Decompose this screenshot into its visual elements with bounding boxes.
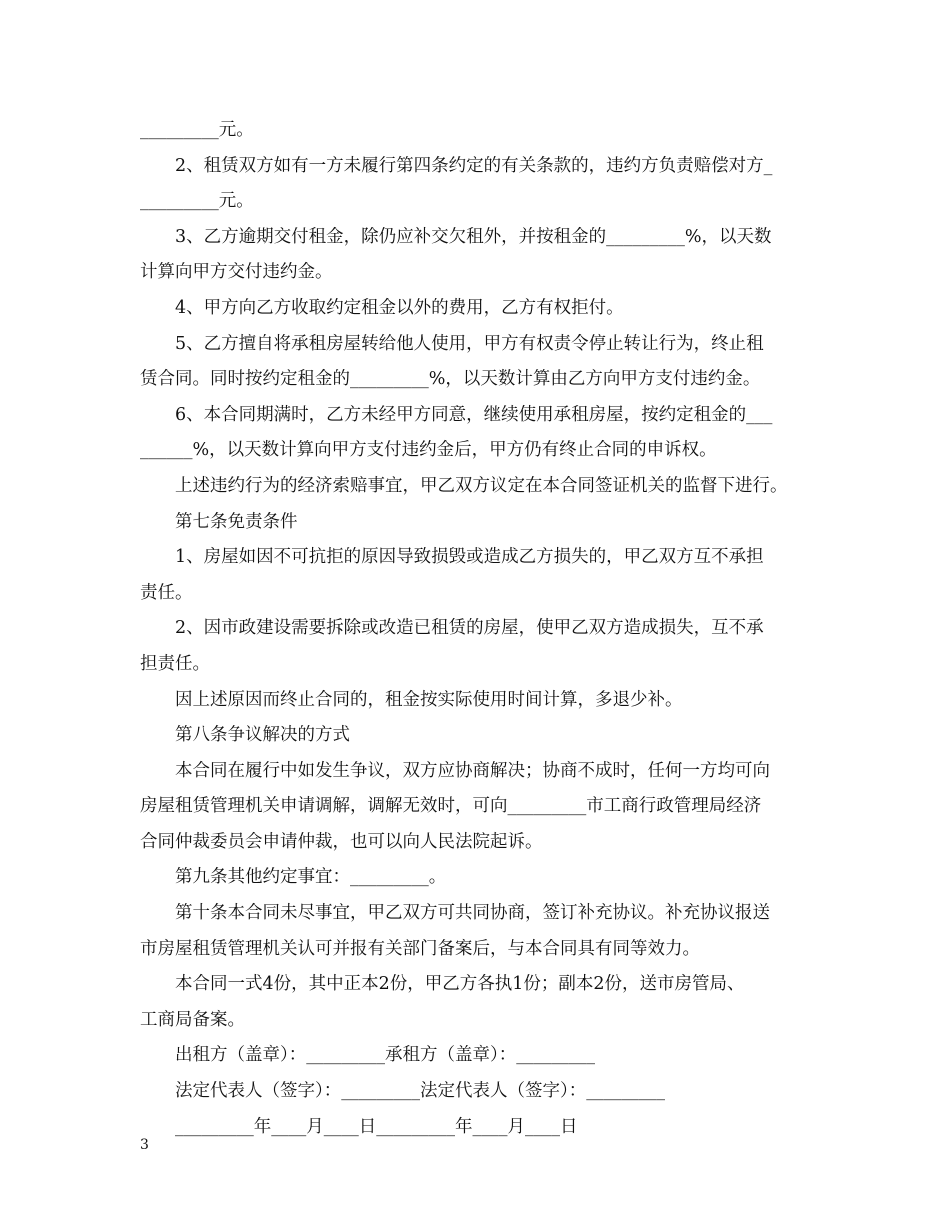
text-line: 计算向甲方交付违约金。 bbox=[140, 262, 333, 283]
text-line: 上述违约行为的经济索赔事宜，甲乙双方议定在本合同签证机关的监督下进行。 bbox=[175, 475, 788, 496]
text-line: 担责任。 bbox=[140, 653, 210, 674]
text-line: 1、房屋如因不可抗拒的原因导致损毁或造成乙方损失的，甲乙双方互不承担 bbox=[175, 547, 764, 568]
text-line: _________元。 bbox=[140, 120, 254, 140]
text-line: 4、甲方向乙方收取约定租金以外的费用，乙方有权拒付。 bbox=[175, 297, 624, 318]
text-line: 赁合同。同时按约定租金的_________%，以天数计算由乙方向甲方支付违约金。 bbox=[140, 369, 761, 390]
text-line: 第七条免责条件 bbox=[175, 511, 298, 532]
text-line: 2、因市政建设需要拆除或改造已租赁的房屋，使甲乙双方造成损失，互不承 bbox=[175, 618, 764, 639]
text-line: 5、乙方擅自将承租房屋转给他人使用，甲方有权责令停止转让行为，终止租 bbox=[175, 333, 764, 354]
text-line: _________元。 bbox=[140, 191, 254, 212]
text-line: 法定代表人（签字）：_________法定代表人（签字）：_________ bbox=[175, 1081, 665, 1102]
text-line: _________年____月____日_________年____月____日 bbox=[175, 1116, 578, 1137]
text-line: 本合同一式4份，其中正本2份，甲乙方各执1份；副本2份，送市房管局、 bbox=[175, 974, 745, 995]
contract-body bbox=[140, 113, 820, 1145]
text-line: 出租方（盖章）：_________承租方（盖章）：_________ bbox=[175, 1045, 595, 1066]
text-line: 因上述原因而终止合同的，租金按实际使用时间计算，多退少补。 bbox=[175, 689, 683, 710]
text-line: 6、本合同期满时，乙方未经甲方同意，继续使用承租房屋，按约定租金的___ bbox=[175, 404, 773, 425]
text-line: 合同仲裁委员会申请仲裁，也可以向人民法院起诉。 bbox=[140, 831, 543, 852]
text-line: 本合同在履行中如发生争议，双方应协商解决；协商不成时，任何一方均可向 bbox=[175, 760, 770, 781]
text-line: 责任。 bbox=[140, 582, 193, 603]
text-line: ______%，以天数计算向甲方支付违约金后，甲方仍有终止合同的申诉权。 bbox=[140, 440, 717, 461]
page-number: 3 bbox=[140, 1137, 149, 1153]
text-line: 第十条本合同未尽事宜，甲乙双方可共同协商，签订补充协议。补充协议报送 bbox=[175, 903, 770, 924]
text-line: 第八条争议解决的方式 bbox=[175, 725, 350, 746]
text-line: 3、乙方逾期交付租金，除仍应补交欠租外，并按租金的_________%，以天数 bbox=[175, 226, 772, 247]
text-line: 房屋租赁管理机关申请调解，调解无效时，可向_________市工商行政管理局经济 bbox=[140, 796, 762, 817]
text-line: 市房屋租赁管理机关认可并报有关部门备案后，与本合同具有同等效力。 bbox=[140, 938, 700, 959]
text-line: 第九条其他约定事宜：_________。 bbox=[175, 867, 447, 888]
text-line: 2、租赁双方如有一方未履行第四条约定的有关条款的，违约方负责赔偿对方_ bbox=[175, 155, 773, 176]
text-line: 工商局备案。 bbox=[140, 1009, 245, 1030]
